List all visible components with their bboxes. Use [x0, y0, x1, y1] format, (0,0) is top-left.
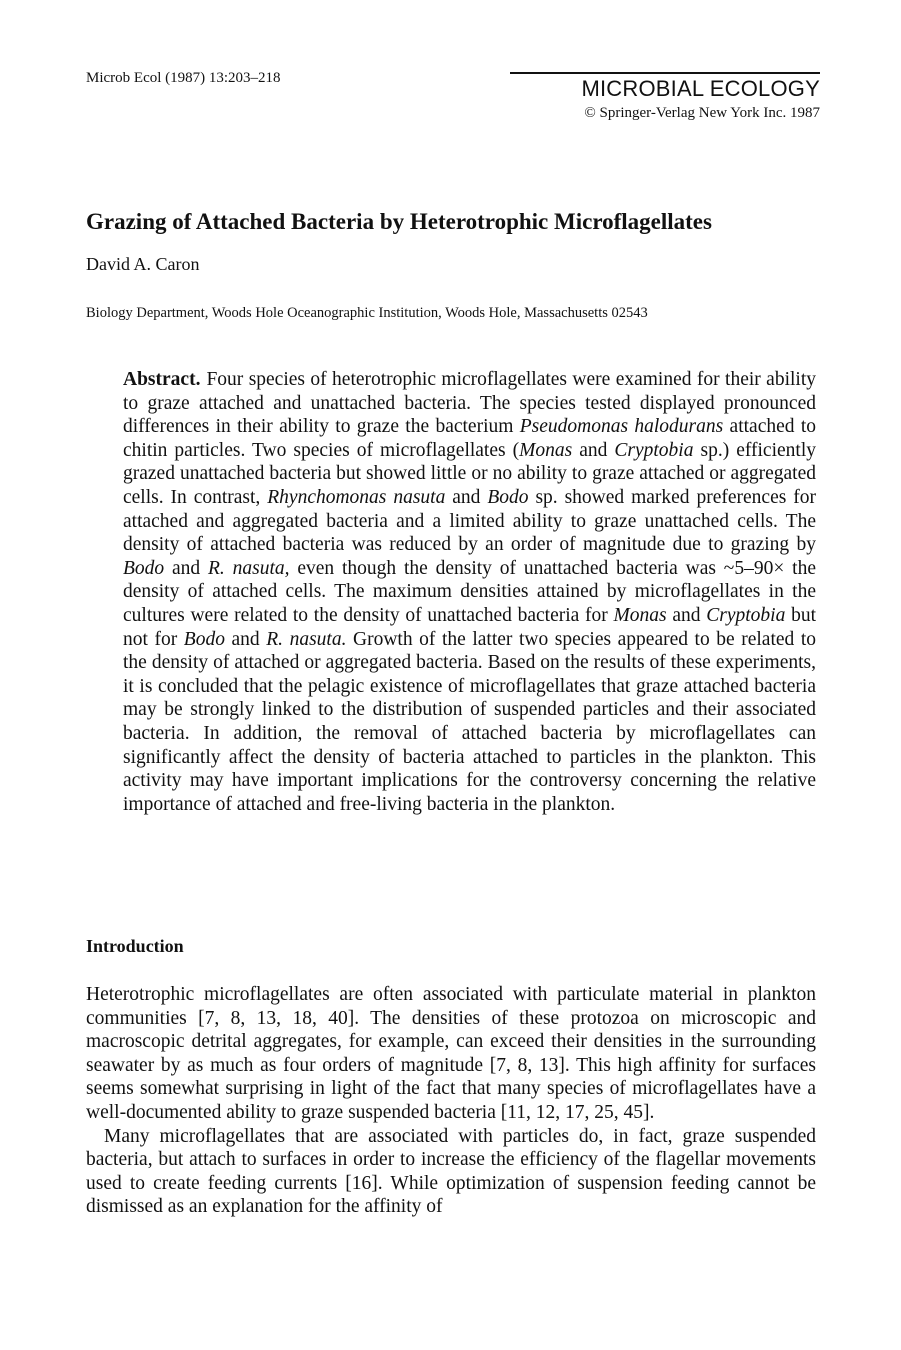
abstract-species: Bodo — [123, 557, 165, 579]
abstract-text: and — [572, 439, 615, 461]
journal-citation: Microb Ecol (1987) 13:203–218 — [86, 70, 281, 86]
abstract-species: Cryptobia — [614, 439, 694, 461]
abstract-text: and — [164, 557, 208, 579]
abstract-species: Monas — [519, 439, 573, 461]
abstract-species: Pseudomonas halodurans — [519, 416, 724, 438]
abstract-species: Bodo — [183, 628, 225, 650]
abstract-text: Four species of heterotrophic microflagellates were examined for their ability to graze attached and unattached bacteria. The species tested displayed pronounced differences in their ability to graze the bacterium — [123, 369, 816, 438]
abstract-text: but not for — [123, 604, 817, 650]
introduction-body — [86, 983, 816, 1219]
abstract — [123, 368, 816, 816]
article-title: Grazing of Attached Bacteria by Heterotrophic Microflagellates — [86, 209, 712, 234]
abstract-text: sp. showed marked preferences for attached and aggregated bacteria and a limited ability to graze unattached cells. The density of attached bacteria was reduced by an order of magnitude due to grazing by — [123, 486, 816, 556]
introduction-paragraph: Many microflagellates that are associated with particles do, in fact, graze suspended bacteria, but attach to surfaces in order to increase the efficiency of the flagellar movements used to create feeding currents [16]. While optimization of suspension feeding cannot be dismissed as an explanation for the affinity of — [86, 1125, 816, 1218]
abstract-species: R. nasuta, — [207, 557, 290, 579]
abstract-species: Cryptobia — [706, 604, 786, 626]
abstract-text: even though the density of unattached bacteria was ~5–90× the density of attached cells. The maximum densities attained by microflagellates in the cultures were related to the density of unattached bacteria for — [123, 557, 816, 626]
abstract-label: Abstract. — [123, 369, 201, 390]
journal-masthead — [510, 72, 820, 122]
journal-name: MICROBIAL ECOLOGY — [581, 76, 820, 101]
abstract-text: attached to chitin particles. Two species of microflagellates ( — [123, 416, 817, 461]
abstract-text: and — [445, 486, 488, 508]
abstract-species: R. nasuta. — [266, 628, 347, 650]
abstract-text: sp.) efficiently grazed unattached bacteria but showed little or no ability to graze attached or aggregated cells. In contrast, — [123, 439, 816, 508]
abstract-species: Monas — [613, 604, 667, 626]
abstract-text: and — [224, 628, 267, 650]
author-affiliation: Biology Department, Woods Hole Oceanographic Institution, Woods Hole, Massachusetts 02543 — [86, 305, 648, 321]
section-heading-introduction: Introduction — [86, 936, 184, 956]
author-name: David A. Caron — [86, 254, 200, 274]
abstract-text: and — [666, 604, 707, 626]
introduction-paragraph: Heterotrophic microflagellates are often associated with particulate material in plankton communities [7, 8, 13, 18, 40]. The densities of these protozoa on microscopic and macroscopic detrital aggregates, for example, can exceed their densities in the surrounding seawater by as much as four orders of magnitude [7, 8, 13]. This high affinity for surfaces seems somewhat surprising in light of the fact that many species of microflagellates have a well-documented ability to graze suspended bacteria [11, 12, 17, 25, 45]. — [86, 984, 816, 1123]
abstract-species: Rhynchomonas nasuta — [267, 486, 446, 508]
abstract-species: Bodo — [487, 486, 529, 508]
abstract-text: Growth of the latter two species appeared to be related to the density of attached or aggregated bacteria. Based on the results of these experiments, it is concluded that the pelagic existence of microflagellates that graze attached bacteria may be strongly linked to the distribution of suspended particles and their associated bacteria. In addition, the removal of attached bacteria by microflagellates can significantly affect the density of bacteria attached to particles in the plankton. This activity may have important implications for the controversy concerning the relative importance of attached and free-living bacteria in the plankton. — [123, 628, 817, 815]
copyright-notice: © Springer-Verlag New York Inc. 1987 — [584, 105, 820, 121]
